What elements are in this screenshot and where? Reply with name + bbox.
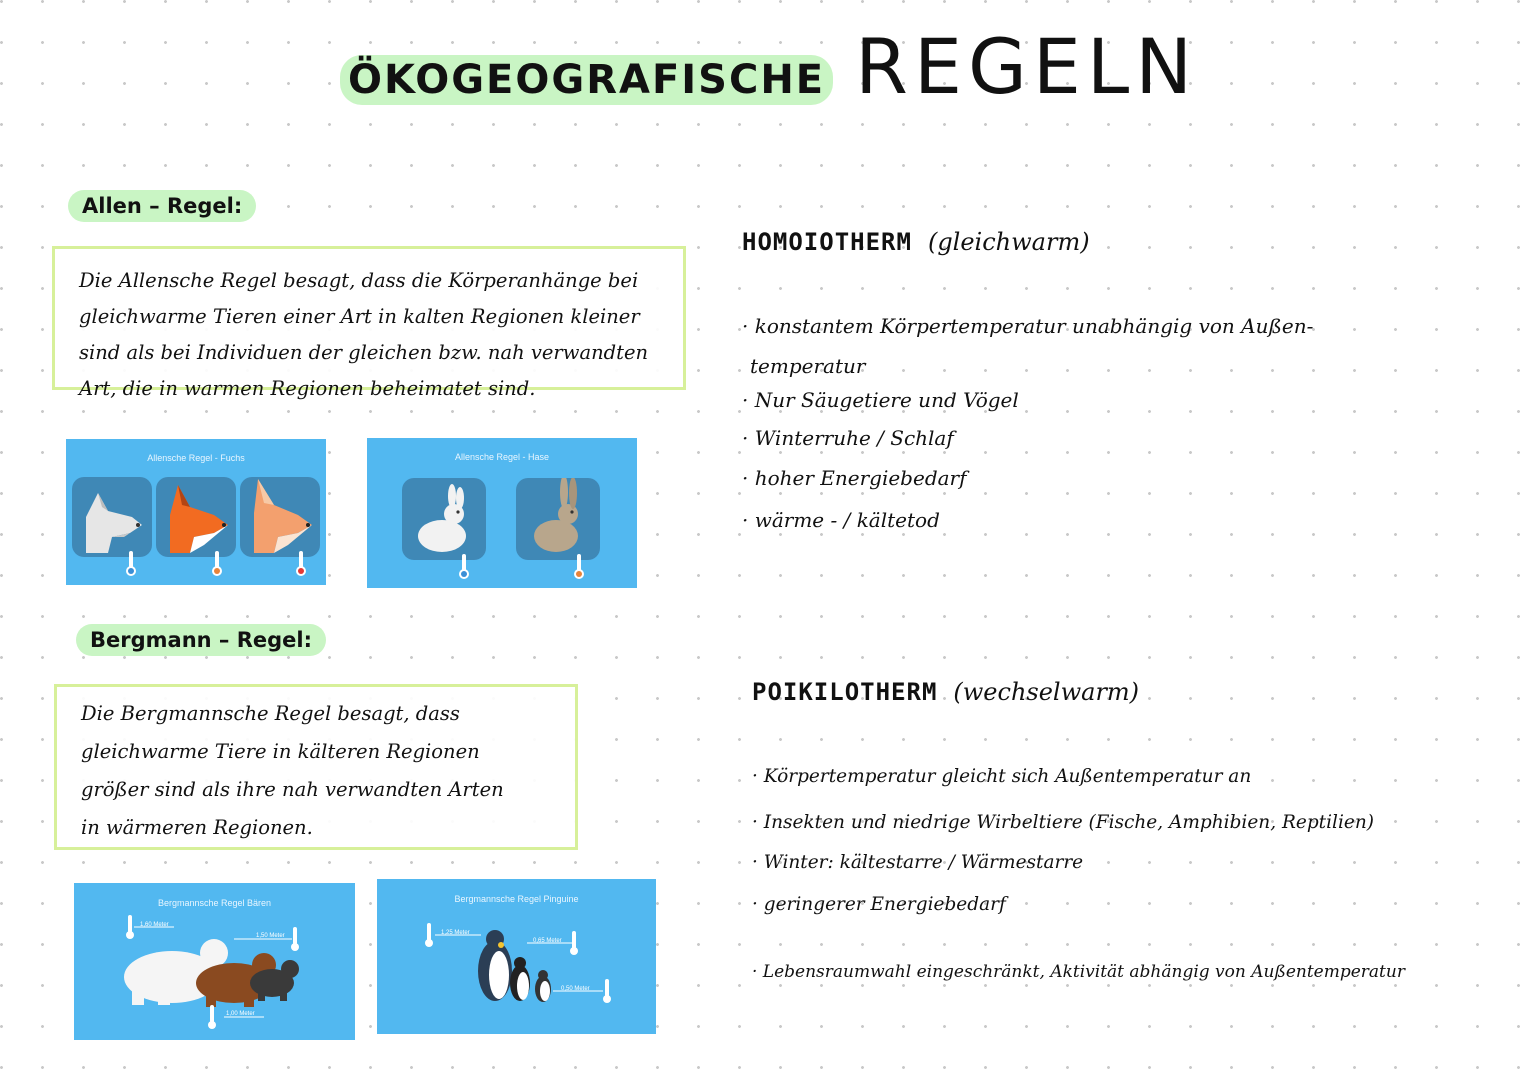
bergmann-line-2: gleichwarme Tiere in kälteren Regionen	[81, 740, 480, 763]
poikilotherm-item-4: · geringerer Energiebedarf	[752, 894, 1006, 915]
arctic-fox-tile	[72, 477, 152, 557]
arctic-fox-icon	[72, 477, 152, 557]
homoiotherm-item-4: · Winterruhe / Schlaf	[742, 426, 954, 450]
small-penguin-measure: 0,50 Meter	[561, 986, 590, 992]
bergmann-penguins-figure-title: Bergmannsche Regel Pinguine	[454, 894, 579, 904]
homoiotherm-item-1: · konstantem Körpertemperatur unabhängig von Außen-	[742, 314, 1314, 338]
poikilotherm-item-3: · Winter: kältestarre / Wärmestarre	[752, 852, 1084, 873]
allen-definition-box	[52, 246, 686, 400]
homoiotherm-item-2: temperatur	[750, 354, 866, 378]
sun-bear-measure: 1,00 Meter	[226, 1011, 255, 1017]
bergmann-label: Bergmann – Regel:	[76, 624, 326, 656]
homoiotherm-heading	[742, 228, 1090, 256]
allen-hare-figure-title: Allensche Regel - Hase	[454, 452, 550, 462]
bear-thermometer-warm-icon	[208, 1005, 216, 1029]
bergmann-line-1: Die Bergmannsche Regel besagt, dass	[81, 702, 460, 725]
thermometer-cold-icon	[126, 551, 136, 577]
medium-penguin-icon	[510, 957, 530, 1001]
medium-penguin-measure: 0,65 Meter	[533, 938, 562, 944]
poikilotherm-subtitle: (wechselwarm)	[953, 678, 1140, 706]
poikilotherm-heading	[752, 678, 1139, 706]
homoiotherm-subtitle: (gleichwarm)	[927, 228, 1090, 256]
thermometer-hot-icon	[296, 551, 306, 577]
title-part-1: ÖKOGEOGRAFISCHE	[340, 55, 833, 105]
penguins-illustration	[377, 879, 656, 1034]
bear-thermometer-mild-icon	[291, 927, 299, 951]
desert-hare-icon	[516, 478, 600, 560]
hare-thermometer-warm-icon	[574, 554, 584, 580]
allen-line-1: Die Allensche Regel besagt, dass die Körperanhänge bei	[79, 269, 639, 292]
homoiotherm-item-6: · wärme - / kältetod	[742, 508, 940, 532]
emperor-penguin-measure: 1,25 Meter	[441, 930, 470, 936]
hare-thermometer-cold-icon	[459, 554, 469, 580]
allen-line-4: Art, die in warmen Regionen beheimatet sind.	[79, 377, 536, 400]
arctic-hare-tile	[402, 478, 486, 560]
poikilotherm-item-1: · Körpertemperatur gleicht sich Außentemperatur an	[752, 766, 1252, 787]
red-fox-tile	[156, 477, 236, 557]
desert-hare-tile	[516, 478, 600, 560]
allen-fox-figure-title: Allensche Regel - Fuchs	[147, 453, 245, 463]
poikilotherm-title: POIKILOTHERM	[752, 678, 938, 706]
bergmann-bears-figure-title: Bergmannsche Regel Bären	[157, 898, 272, 908]
allen-hare-figure	[367, 438, 637, 588]
brown-bear-measure: 1,50 Meter	[256, 933, 285, 939]
arctic-hare-icon	[402, 478, 486, 560]
bear-thermometer-cold-icon	[126, 915, 134, 939]
bergmann-definition-box	[54, 684, 578, 850]
thermometer-mild-icon	[212, 551, 222, 577]
emperor-penguin-icon	[478, 930, 512, 1001]
homoiotherm-title: HOMOIOTHERM	[742, 228, 912, 256]
bergmann-line-4: in wärmeren Regionen.	[81, 816, 313, 839]
bergmann-line-3: größer sind als ihre nah verwandten Arten	[81, 778, 504, 801]
page-title	[340, 22, 1198, 112]
red-fox-icon	[156, 477, 236, 557]
desert-fox-tile	[240, 477, 320, 557]
allen-line-2: gleichwarme Tieren einer Art in kalten Regionen kleiner	[79, 305, 640, 328]
small-penguin-icon	[535, 970, 551, 1002]
allen-label: Allen – Regel:	[68, 190, 256, 222]
poikilotherm-item-5: · Lebensraumwahl eingeschränkt, Aktivität abhängig von Außentemperatur	[752, 962, 1405, 982]
allen-line-3: sind als bei Individuen der gleichen bzw. nah verwandten	[79, 341, 649, 364]
poikilotherm-item-2: · Insekten und niedrige Wirbeltiere (Fische, Amphibien, Reptilien)	[752, 812, 1374, 833]
title-part-2: REGELN	[855, 22, 1199, 111]
desert-fox-icon	[240, 477, 320, 557]
penguin-thermometer-warm-icon	[603, 979, 611, 1003]
allen-fox-figure	[66, 439, 326, 585]
bergmann-bears-figure	[74, 883, 355, 1040]
bears-illustration	[74, 883, 355, 1040]
bergmann-penguins-figure	[377, 879, 656, 1034]
penguin-thermometer-cold-icon	[425, 923, 433, 947]
homoiotherm-item-3: · Nur Säugetiere und Vögel	[742, 388, 1019, 412]
homoiotherm-item-5: · hoher Energiebedarf	[742, 466, 967, 490]
polar-bear-measure: 1,60 Meter	[140, 922, 169, 928]
